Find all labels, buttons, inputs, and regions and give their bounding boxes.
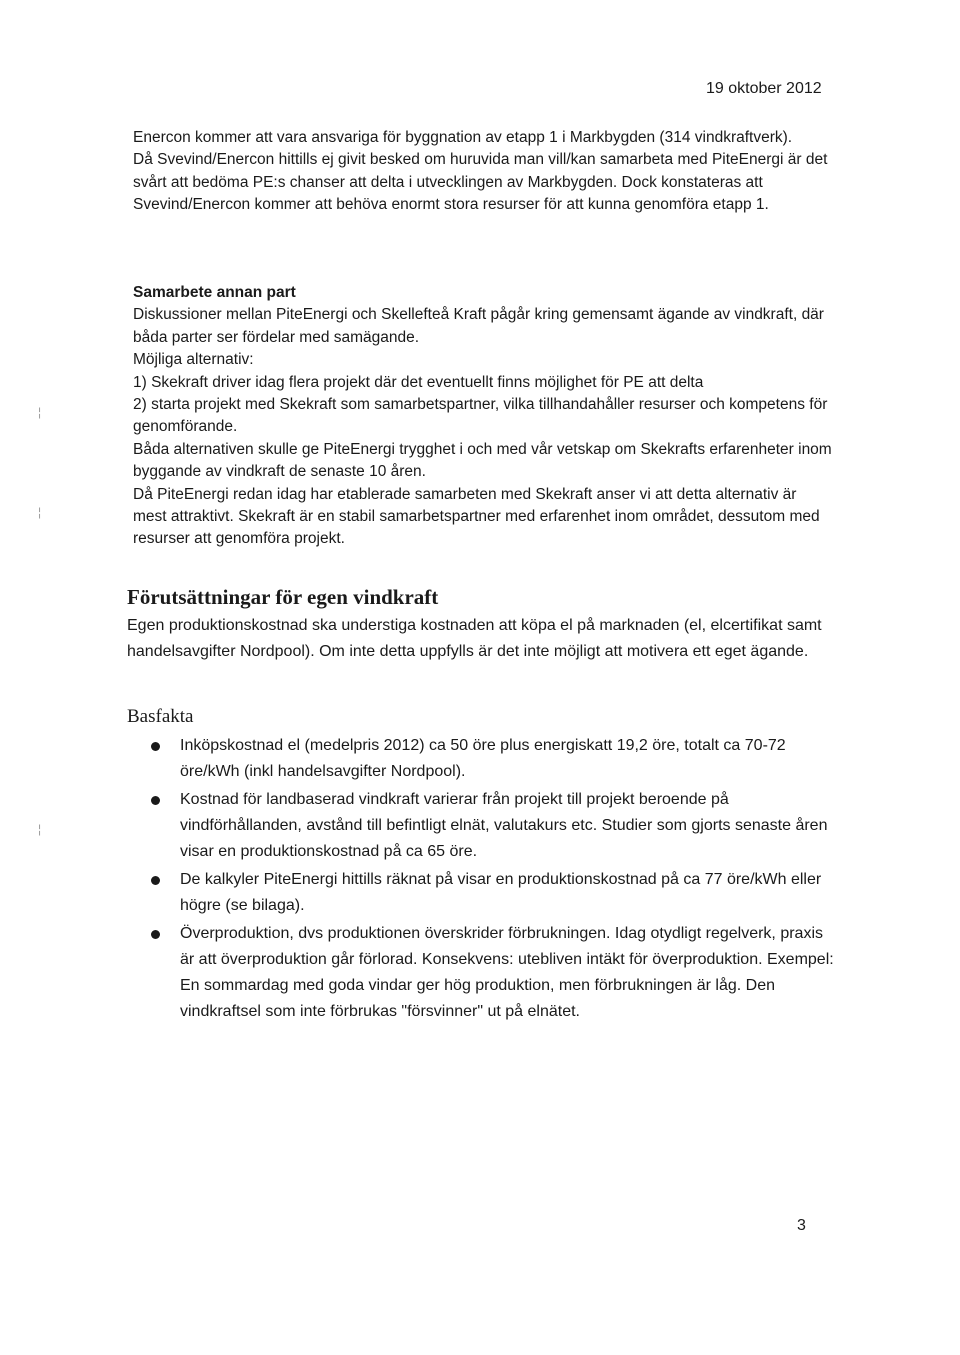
samarbete-paragraph: Möjliga alternativ:	[133, 351, 254, 369]
list-item	[145, 787, 835, 865]
forutsattningar-heading: Förutsättningar för egen vindkraft	[127, 585, 439, 609]
bullet-icon	[151, 742, 160, 751]
list-item-text: De kalkyler PiteEnergi hittills räknat på visar en produktionskostnad på ca 77 öre/kWh eller högre (se bilaga).	[180, 871, 822, 914]
list-item	[145, 733, 835, 785]
samarbete-paragraph: Då PiteEnergi redan idag har etablerade samarbeten med Skekraft anser vi att detta alternativ är mest attraktivt. Skekraft är en stabil samarbetspartner med erfarenhet inom området, dessutom med resurser att genomföra projekt.	[133, 485, 820, 548]
list-item	[145, 921, 835, 1025]
bullet-icon	[151, 930, 160, 939]
list-item-text: Överproduktion, dvs produktionen överskrider förbrukningen. Idag otydligt regelverk, praxis är att överproduktion går förlorad. Konsekvens: utebliven intäkt för överproduktion. Exempel: En sommardag med goda vindar ger hög produktion, men förbrukningen är låg. Den vindkraftsel som inte förbrukas "försvinner" ut på elnätet.	[180, 925, 834, 1020]
page-number: 3	[797, 1217, 806, 1234]
samarbete-heading: Samarbete annan part	[133, 284, 296, 301]
samarbete-paragraph: 1) Skekraft driver idag flera projekt där det eventuellt finns möjlighet för PE att delta	[133, 373, 704, 391]
list-item	[145, 867, 835, 919]
list-item-text: Kostnad för landbaserad vindkraft varierar från projekt till projekt beroende på vindförhållanden, avstånd till befintligt elnät, valutakurs etc. Studier som gjorts senaste åren visar en produktionskostnad på ca 65 öre.	[180, 791, 828, 860]
intro-section	[133, 127, 833, 216]
scan-artifact: ¦	[38, 505, 42, 519]
samarbete-section	[133, 282, 833, 551]
intro-paragraph: Enercon kommer att vara ansvariga för byggnation av etapp 1 i Markbygden (314 vindkraftverk).	[133, 129, 793, 146]
document-date: 19 oktober 2012	[706, 80, 822, 97]
intro-paragraph: Då Svevind/Enercon hittills ej givit besked om huruvida man vill/kan samarbeta med PiteEnergi är det svårt att bedöma PE:s chanser att delta i utvecklingen av Markbygden. Dock konstateras att Svevind/Enercon kommer att behöva enormt stora resurser för att kunna genomföra etapp 1.	[133, 151, 828, 213]
forutsattningar-text: Egen produktionskostnad ska understiga kostnaden att köpa el på marknaden (el, elcertifikat samt handelsavgifter Nordpool). Om inte detta uppfylls är det inte möjligt att motivera ett eget ägande.	[127, 617, 822, 660]
samarbete-paragraph: Diskussioner mellan PiteEnergi och Skellefteå Kraft pågår kring gemensamt ägande av vindkraft, där båda parter ser fördelar med samägande.	[133, 306, 824, 346]
basfakta-heading: Basfakta	[127, 706, 194, 727]
samarbete-paragraph: 2) starta projekt med Skekraft som samarbetspartner, vilka tillhandahåller resurser och kompetens för genomförande.	[133, 396, 828, 436]
scan-artifact: ¦	[38, 822, 42, 836]
bullet-icon	[151, 876, 160, 885]
bullet-icon	[151, 796, 160, 805]
samarbete-paragraph: Båda alternativen skulle ge PiteEnergi trygghet i och med vår vetskap om Skekrafts erfarenheter inom byggande av vindkraft de senaste 10 åren.	[133, 440, 832, 481]
basfakta-list	[145, 733, 835, 1027]
scan-artifact: ¦	[38, 405, 42, 419]
list-item-text: Inköpskostnad el (medelpris 2012) ca 50 öre plus energiskatt 19,2 öre, totalt ca 70-72 öre/kWh (inkl handelsavgifter Nordpool).	[180, 737, 786, 780]
